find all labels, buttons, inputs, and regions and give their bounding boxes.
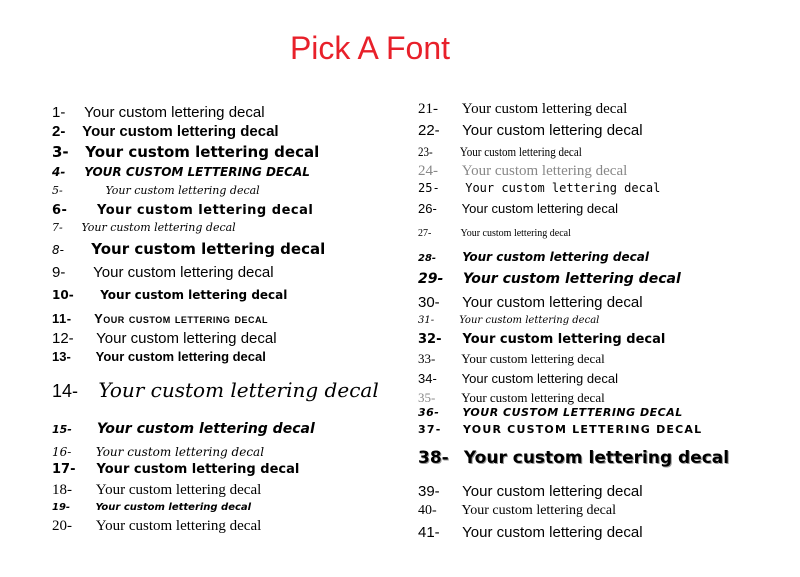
font-option-40[interactable] [418, 504, 616, 518]
option-sample: YOUR CUSTOM LETTERING DECAL [84, 165, 310, 179]
font-option-2[interactable] [52, 124, 279, 139]
option-sample: Your custom lettering decal [462, 524, 643, 541]
font-option-30[interactable] [418, 295, 643, 310]
option-sample: Your custom lettering decal [462, 271, 681, 287]
option-sample: Your custom lettering decal [84, 104, 265, 121]
option-sample: Your custom lettering decal [462, 122, 643, 139]
option-sample: Your custom lettering decal [95, 518, 262, 534]
option-sample: Your custom lettering decal [462, 250, 649, 264]
option-number: 30- [418, 294, 440, 311]
font-option-3[interactable] [52, 145, 319, 160]
option-sample: Your custom lettering decal [95, 502, 252, 513]
font-option-26[interactable] [418, 202, 618, 215]
font-option-13[interactable] [52, 350, 266, 363]
font-option-25[interactable] [418, 182, 660, 194]
font-option-37[interactable] [418, 424, 702, 435]
option-number: 20- [52, 518, 72, 534]
option-sample: Your custom lettering decal [98, 378, 379, 402]
option-sample: Your custom lettering decal [461, 101, 628, 117]
option-sample: Your custom lettering decal [462, 332, 666, 347]
option-number: 24- [418, 163, 438, 179]
font-option-27[interactable] [418, 229, 571, 239]
option-sample: Your custom lettering decal [105, 184, 260, 197]
option-sample: Your custom lettering decal [463, 448, 730, 468]
option-number: 29- [418, 271, 444, 287]
font-option-20[interactable] [52, 519, 261, 534]
option-number: 3- [52, 143, 69, 161]
option-number: 19- [52, 502, 71, 513]
option-number: 5- [52, 184, 63, 197]
option-number: 35- [418, 390, 436, 405]
option-sample: Your custom lettering decal [461, 390, 605, 405]
option-number: 10- [52, 288, 74, 302]
option-number: 6- [52, 203, 68, 218]
option-sample: Your custom lettering decal [94, 311, 268, 326]
font-option-33[interactable] [418, 352, 605, 365]
font-option-31[interactable] [418, 316, 599, 326]
font-option-41[interactable] [418, 525, 643, 540]
font-option-5[interactable] [52, 185, 260, 196]
option-number: 27- [418, 228, 432, 239]
option-sample: Your custom lettering decal [461, 163, 628, 179]
option-number: 38- [418, 448, 449, 468]
option-number: 34- [418, 371, 437, 386]
option-sample: Your custom lettering decal [461, 371, 618, 386]
option-number: 22- [418, 122, 440, 139]
option-number: 36- [418, 406, 440, 419]
font-option-24[interactable] [418, 164, 627, 179]
font-option-4[interactable] [52, 166, 310, 178]
font-option-38[interactable] [418, 450, 729, 467]
option-sample: Your custom lettering decal [462, 483, 643, 500]
option-number: 17- [52, 462, 76, 477]
page-title: Pick A Font [289, 30, 451, 66]
option-sample: YOUR CUSTOM LETTERING DECAL [463, 423, 703, 436]
option-number: 41- [418, 524, 440, 541]
font-option-29[interactable] [418, 272, 681, 286]
option-number: 8- [52, 243, 64, 257]
option-number: 33- [418, 351, 436, 366]
option-sample: Your custom lettering decal [465, 181, 661, 195]
font-option-6[interactable] [52, 204, 313, 217]
option-sample: Your custom lettering decal [461, 201, 618, 216]
font-option-18[interactable] [52, 483, 261, 498]
font-option-34[interactable] [418, 372, 618, 385]
font-option-9[interactable] [52, 265, 274, 280]
option-sample: Your custom lettering decal [93, 264, 274, 281]
option-number: 37- [418, 423, 442, 436]
option-sample: Your custom lettering decal [95, 349, 266, 364]
font-option-8[interactable] [52, 242, 325, 257]
option-number: 14- [52, 381, 79, 401]
option-sample: Your custom lettering decal [96, 421, 315, 437]
font-option-10[interactable] [52, 289, 287, 301]
option-number: 1- [52, 104, 66, 121]
option-number: 39- [418, 483, 440, 500]
option-sample: Your custom lettering decal [95, 445, 265, 459]
font-option-14[interactable] [52, 380, 379, 400]
font-option-39[interactable] [418, 484, 643, 499]
option-sample: Your custom lettering decal [461, 503, 616, 518]
option-number: 7- [52, 221, 63, 234]
font-option-28[interactable] [418, 251, 649, 264]
option-sample: Your custom lettering decal [95, 482, 262, 498]
font-option-19[interactable] [52, 503, 251, 513]
option-number: 15- [52, 423, 72, 436]
option-number: 28- [418, 253, 437, 264]
option-sample: Your custom lettering decal [96, 330, 277, 347]
option-number: 18- [52, 482, 72, 498]
option-number: 25- [418, 181, 440, 195]
font-option-11[interactable] [52, 312, 268, 325]
font-option-16[interactable] [52, 446, 264, 458]
option-number: 2- [52, 123, 66, 140]
option-sample: Your custom lettering decal [461, 351, 605, 366]
font-option-35[interactable] [418, 391, 605, 404]
option-sample: Your custom lettering decal [97, 203, 314, 218]
font-option-23[interactable] [418, 145, 582, 158]
option-number: 12- [52, 330, 74, 347]
option-number: 40- [418, 503, 437, 518]
option-sample: Your custom lettering decal [459, 144, 582, 159]
font-option-7[interactable] [52, 222, 236, 233]
option-sample: Your custom lettering decal [82, 123, 279, 140]
option-number: 21- [418, 101, 438, 117]
option-number: 9- [52, 264, 66, 281]
font-option-12[interactable] [52, 331, 277, 346]
option-sample: YOUR CUSTOM LETTERING DECAL [462, 406, 683, 419]
font-option-22[interactable] [418, 123, 643, 138]
option-number: 31- [418, 315, 435, 326]
option-sample: Your custom lettering decal [100, 288, 288, 302]
option-sample: Your custom lettering decal [81, 221, 236, 234]
option-number: 23- [418, 144, 433, 159]
option-sample: Your custom lettering decal [85, 143, 320, 161]
option-number: 16- [52, 445, 72, 459]
option-sample: Your custom lettering decal [462, 294, 643, 311]
option-sample: Your custom lettering decal [459, 315, 600, 326]
option-sample: Your custom lettering decal [96, 462, 300, 477]
font-option-36[interactable] [418, 407, 683, 418]
option-sample: Your custom lettering decal [460, 228, 571, 239]
font-option-1[interactable] [52, 105, 265, 120]
font-option-21[interactable] [418, 102, 627, 117]
option-number: 13- [52, 349, 71, 364]
option-number: 4- [52, 165, 66, 179]
font-option-17[interactable] [52, 463, 299, 476]
option-number: 11- [52, 311, 72, 326]
option-number: 32- [418, 332, 442, 347]
option-sample: Your custom lettering decal [91, 240, 326, 258]
option-number: 26- [418, 201, 437, 216]
font-option-15[interactable] [52, 422, 315, 436]
font-option-32[interactable] [418, 333, 665, 346]
